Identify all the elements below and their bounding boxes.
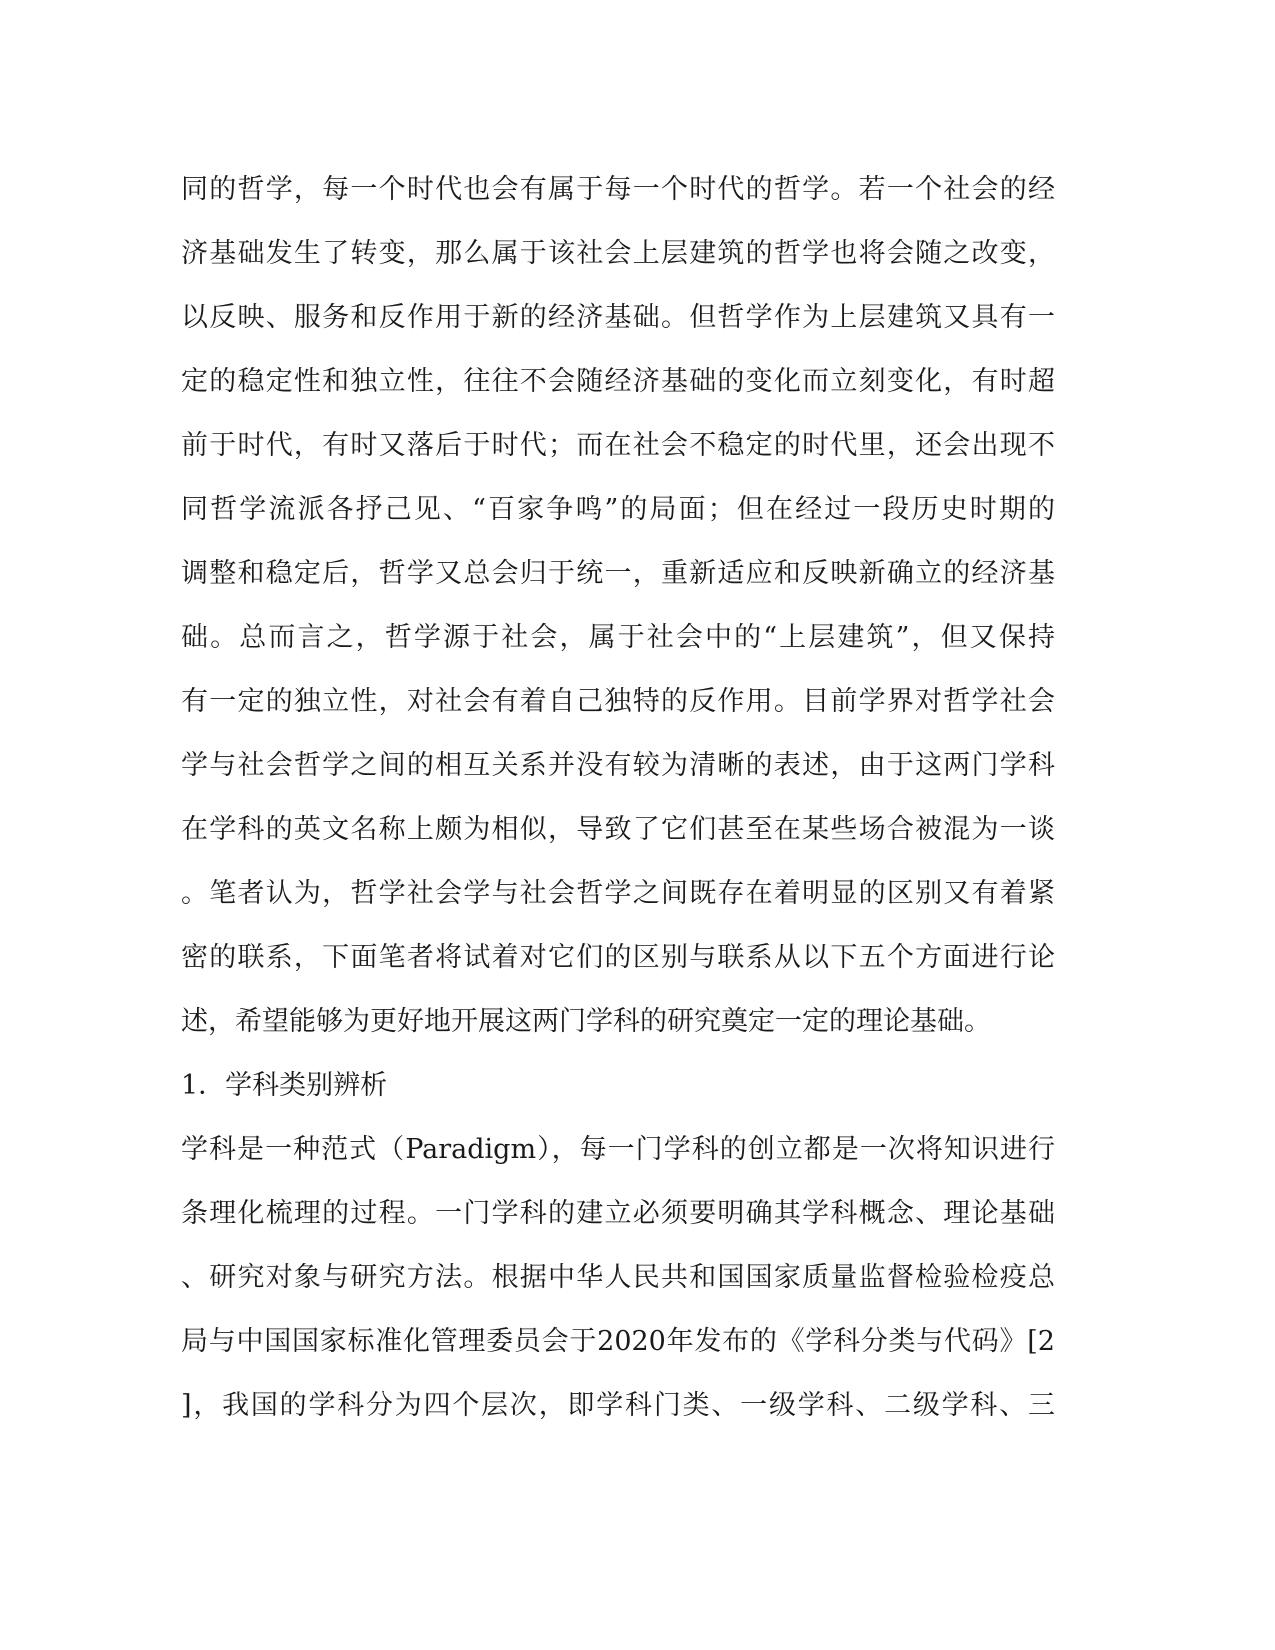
paragraph-line: 在学科的英文名称上颇为相似，导致了它们甚至在某些场合被混为一谈 [181, 814, 1055, 845]
paragraph-line: 、研究对象与研究方法。根据中华人民共和国国家质量监督检验检疫总 [181, 1262, 1055, 1293]
paragraph-line: 前于时代，有时又落后于时代；而在社会不稳定的时代里，还会出现不 [181, 430, 1055, 461]
paragraph-line: 局与中国国家标准化管理委员会于2020年发布的《学科分类与代码》[2 [181, 1326, 1055, 1357]
paragraph-line: 同哲学流派各抒己见、“百家争鸣”的局面；但在经过一段历史时期的 [181, 494, 1055, 525]
section-heading: 1．学科类别辨析 [181, 1070, 388, 1101]
paragraph-line: 条理化梳理的过程。一门学科的建立必须要明确其学科概念、理论基础 [181, 1198, 1055, 1229]
paragraph-line: 有一定的独立性，对社会有着自己独特的反作用。目前学界对哲学社会 [181, 686, 1055, 717]
paragraph-last-line: 述，希望能够为更好地开展这两门学科的研究奠定一定的理论基础。 [181, 1006, 991, 1037]
paragraph-line: 密的联系，下面笔者将试着对它们的区别与联系从以下五个方面进行论 [181, 942, 1055, 973]
paragraph-line: 学与社会哲学之间的相互关系并没有较为清晰的表述，由于这两门学科 [181, 750, 1055, 781]
paragraph-line: 学科是一种范式（Paradigm），每一门学科的创立都是一次将知识进行 [181, 1134, 1055, 1165]
paragraph-line: 。笔者认为，哲学社会学与社会哲学之间既存在着明显的区别又有着紧 [181, 878, 1055, 909]
paragraph-line: 定的稳定性和独立性，往往不会随经济基础的变化而立刻变化，有时超 [181, 366, 1055, 397]
paragraph-line: 济基础发生了转变，那么属于该社会上层建筑的哲学也将会随之改变， [181, 238, 1055, 269]
paragraph-line: 同的哲学，每一个时代也会有属于每一个时代的哲学。若一个社会的经 [181, 174, 1055, 205]
paragraph-line: 础。总而言之，哲学源于社会，属于社会中的“上层建筑”，但又保持 [181, 622, 1055, 653]
paragraph-line: ]，我国的学科分为四个层次，即学科门类、一级学科、二级学科、三 [181, 1390, 1055, 1421]
paragraph-line: 调整和稳定后，哲学又总会归于统一，重新适应和反映新确立的经济基 [181, 558, 1055, 589]
body-text [181, 158, 1055, 1438]
paragraph-line: 以反映、服务和反作用于新的经济基础。但哲学作为上层建筑又具有一 [181, 302, 1055, 333]
